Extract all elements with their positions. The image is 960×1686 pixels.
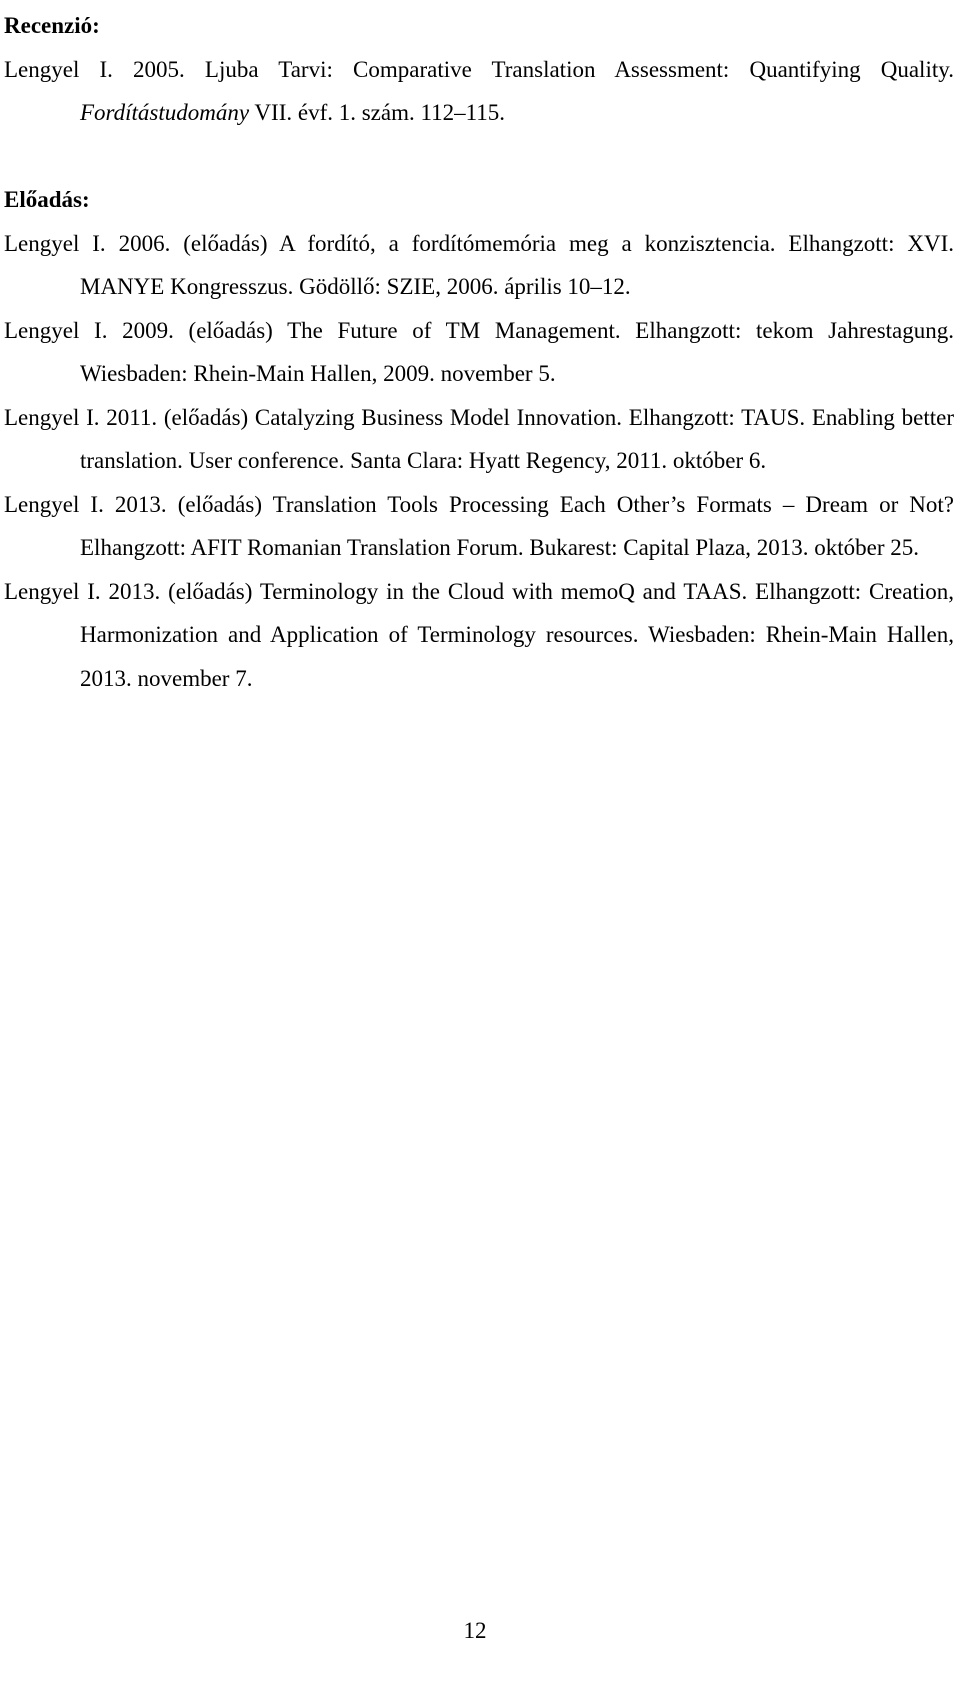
- reference-text: Lengyel I. 2005. Ljuba Tarvi: Comparative Translation Assessment: Quantifying Quality.: [4, 56, 954, 82]
- reference-item: [4, 48, 954, 135]
- reference-journal-title: Fordítástudomány: [80, 100, 250, 125]
- page-content: [4, 4, 954, 700]
- section-heading-lectures: Előadás:: [4, 187, 90, 212]
- reference-text: Lengyel I. 2013. (előadás) Translation Tools Processing Each Other’s Formats – Dream or Not? Elhangzott: AFIT Romanian Translation Forum. Bukarest: Capital Plaza, 2013. október 25.: [4, 491, 954, 560]
- page-number: 12: [463, 1618, 487, 1643]
- reference-text-tail: VII. évf. 1. szám. 112–115.: [249, 100, 506, 125]
- reference-item: [4, 396, 954, 483]
- section-gap: [4, 135, 954, 179]
- reference-item: [4, 222, 954, 309]
- reference-item: [4, 570, 954, 701]
- reference-text: Lengyel I. 2011. (előadás) Catalyzing Business Model Innovation. Elhangzott: TAUS. Enabling better translation. User conference. Santa Clara: Hyatt Regency, 2011. október 6.: [4, 404, 954, 473]
- section-heading-review: Recenzió:: [4, 13, 100, 38]
- reference-text: Lengyel I. 2006. (előadás) A fordító, a fordítómemória meg a konzisztencia. Elhangzott: XVI. MANYE Kongresszus. Gödöllő: SZIE, 2006. április 10–12.: [4, 230, 954, 299]
- reference-item: [4, 483, 954, 570]
- reference-item: [4, 309, 954, 396]
- reference-text: Lengyel I. 2013. (előadás) Terminology in the Cloud with memoQ and TAAS. Elhangzott: Creation, Harmonization and Application of Terminology resources. Wiesbaden: Rhein-Main Hallen, 2013. november 7.: [4, 578, 954, 691]
- reference-text: Lengyel I. 2009. (előadás) The Future of TM Management. Elhangzott: tekom Jahrestagung. Wiesbaden: Rhein-Main Hallen, 2009. november 5.: [4, 317, 954, 386]
